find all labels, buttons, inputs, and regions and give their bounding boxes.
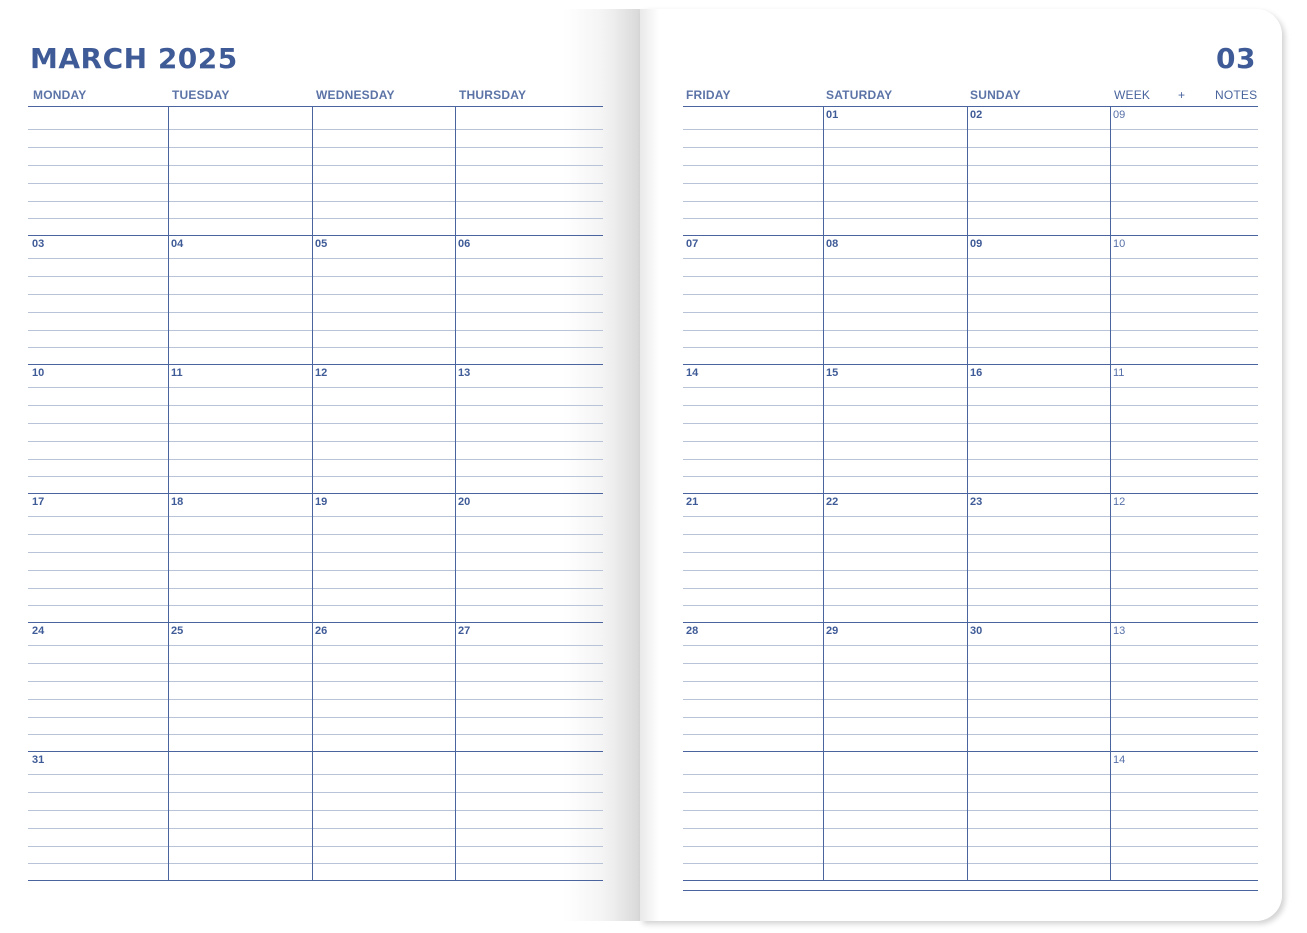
day-number: 25 (171, 625, 184, 637)
writing-line (28, 552, 603, 553)
writing-line (28, 863, 603, 864)
writing-line (683, 645, 1258, 646)
writing-line (28, 423, 603, 424)
day-number: 31 (32, 754, 45, 766)
writing-line (28, 183, 603, 184)
writing-line (683, 459, 1258, 460)
week-separator-line (28, 106, 603, 107)
week-separator-line (683, 364, 1258, 365)
day-number: 15 (826, 367, 839, 379)
header-friday: FRIDAY (686, 88, 731, 102)
writing-line (683, 588, 1258, 589)
day-number: 08 (826, 238, 839, 250)
day-number: 21 (686, 496, 699, 508)
writing-line (683, 828, 1258, 829)
day-number: 24 (32, 625, 45, 637)
writing-line (28, 774, 603, 775)
writing-line (28, 828, 603, 829)
day-number: 10 (32, 367, 45, 379)
header-wednesday: WEDNESDAY (316, 88, 395, 102)
writing-line (683, 147, 1258, 148)
day-number: 03 (32, 238, 45, 250)
header-tuesday: TUESDAY (172, 88, 230, 102)
writing-line (28, 792, 603, 793)
column-divider (823, 106, 824, 880)
writing-line (28, 258, 603, 259)
day-number: 11 (171, 367, 183, 379)
week-separator-line (683, 751, 1258, 752)
day-number: 04 (171, 238, 184, 250)
writing-line (28, 129, 603, 130)
week-separator-line (28, 364, 603, 365)
writing-line (28, 717, 603, 718)
month-title: MARCH 2025 (30, 42, 238, 75)
week-number: 11 (1113, 367, 1125, 379)
day-number: 17 (32, 496, 45, 508)
day-number: 12 (315, 367, 328, 379)
writing-line (683, 441, 1258, 442)
writing-line (28, 663, 603, 664)
writing-line (683, 201, 1258, 202)
writing-line (683, 846, 1258, 847)
writing-line (683, 863, 1258, 864)
writing-line (28, 347, 603, 348)
day-number: 16 (970, 367, 983, 379)
writing-line (683, 165, 1258, 166)
week-separator-line (28, 493, 603, 494)
writing-line (683, 734, 1258, 735)
writing-line (683, 405, 1258, 406)
week-number: 13 (1113, 625, 1126, 637)
column-divider (967, 106, 968, 880)
day-number: 27 (458, 625, 471, 637)
week-separator-line (28, 622, 603, 623)
left-page (0, 9, 640, 921)
writing-line (683, 717, 1258, 718)
writing-line (683, 218, 1258, 219)
writing-line (28, 147, 603, 148)
day-number: 28 (686, 625, 699, 637)
writing-line (683, 183, 1258, 184)
writing-line (28, 294, 603, 295)
day-number: 19 (315, 496, 328, 508)
writing-line (28, 218, 603, 219)
right-page (640, 9, 1282, 921)
writing-line (28, 846, 603, 847)
writing-line (683, 516, 1258, 517)
writing-line (683, 258, 1258, 259)
writing-line (28, 570, 603, 571)
writing-line (683, 774, 1258, 775)
week-number: 12 (1113, 496, 1126, 508)
week-separator-line (683, 493, 1258, 494)
writing-line (28, 405, 603, 406)
writing-line (683, 129, 1258, 130)
writing-line (28, 387, 603, 388)
writing-line (28, 312, 603, 313)
column-divider (1110, 106, 1111, 880)
month-number: 03 (1216, 42, 1256, 75)
day-number: 01 (826, 109, 839, 121)
day-number: 29 (826, 625, 839, 637)
writing-line (28, 276, 603, 277)
day-number: 30 (970, 625, 983, 637)
writing-line (28, 459, 603, 460)
column-divider (455, 106, 456, 880)
day-number: 26 (315, 625, 328, 637)
day-number: 18 (171, 496, 184, 508)
header-notes: NOTES (1215, 88, 1258, 102)
writing-line (683, 423, 1258, 424)
week-separator-line (683, 106, 1258, 107)
writing-line (683, 534, 1258, 535)
writing-line (683, 552, 1258, 553)
writing-line (683, 792, 1258, 793)
writing-line (28, 165, 603, 166)
writing-line (683, 387, 1258, 388)
header-plus: + (1178, 88, 1186, 102)
day-number: 02 (970, 109, 983, 121)
column-divider (168, 106, 169, 880)
writing-line (683, 663, 1258, 664)
writing-line (28, 534, 603, 535)
week-separator-line (28, 235, 603, 236)
writing-line (683, 605, 1258, 606)
day-number: 05 (315, 238, 328, 250)
writing-line (683, 312, 1258, 313)
writing-line (28, 681, 603, 682)
writing-line (28, 476, 603, 477)
week-number: 09 (1113, 109, 1126, 121)
writing-line (683, 699, 1258, 700)
column-divider (312, 106, 313, 880)
header-saturday: SATURDAY (826, 88, 893, 102)
header-thursday: THURSDAY (459, 88, 527, 102)
writing-line (28, 699, 603, 700)
writing-line (28, 516, 603, 517)
writing-line (28, 810, 603, 811)
writing-line (28, 605, 603, 606)
day-number: 13 (458, 367, 471, 379)
week-separator-line (683, 235, 1258, 236)
day-number: 14 (686, 367, 699, 379)
week-separator-line (683, 622, 1258, 623)
header-monday: MONDAY (33, 88, 87, 102)
grid-bottom-line (683, 880, 1258, 881)
writing-line (28, 588, 603, 589)
page-bottom-line (683, 890, 1258, 891)
writing-line (683, 681, 1258, 682)
writing-line (683, 294, 1258, 295)
header-sunday: SUNDAY (970, 88, 1021, 102)
day-number: 20 (458, 496, 471, 508)
grid-bottom-line (28, 880, 603, 881)
day-number: 23 (970, 496, 983, 508)
week-number: 10 (1113, 238, 1126, 250)
writing-line (28, 330, 603, 331)
writing-line (683, 330, 1258, 331)
writing-line (683, 476, 1258, 477)
week-separator-line (28, 751, 603, 752)
writing-line (28, 734, 603, 735)
writing-line (683, 810, 1258, 811)
day-number: 06 (458, 238, 471, 250)
writing-line (28, 645, 603, 646)
writing-line (683, 276, 1258, 277)
day-number: 07 (686, 238, 699, 250)
writing-line (28, 201, 603, 202)
day-number: 09 (970, 238, 983, 250)
week-number: 14 (1113, 754, 1126, 766)
writing-line (683, 570, 1258, 571)
writing-line (28, 441, 603, 442)
day-number: 22 (826, 496, 839, 508)
header-week: WEEK (1114, 88, 1151, 102)
writing-line (683, 347, 1258, 348)
